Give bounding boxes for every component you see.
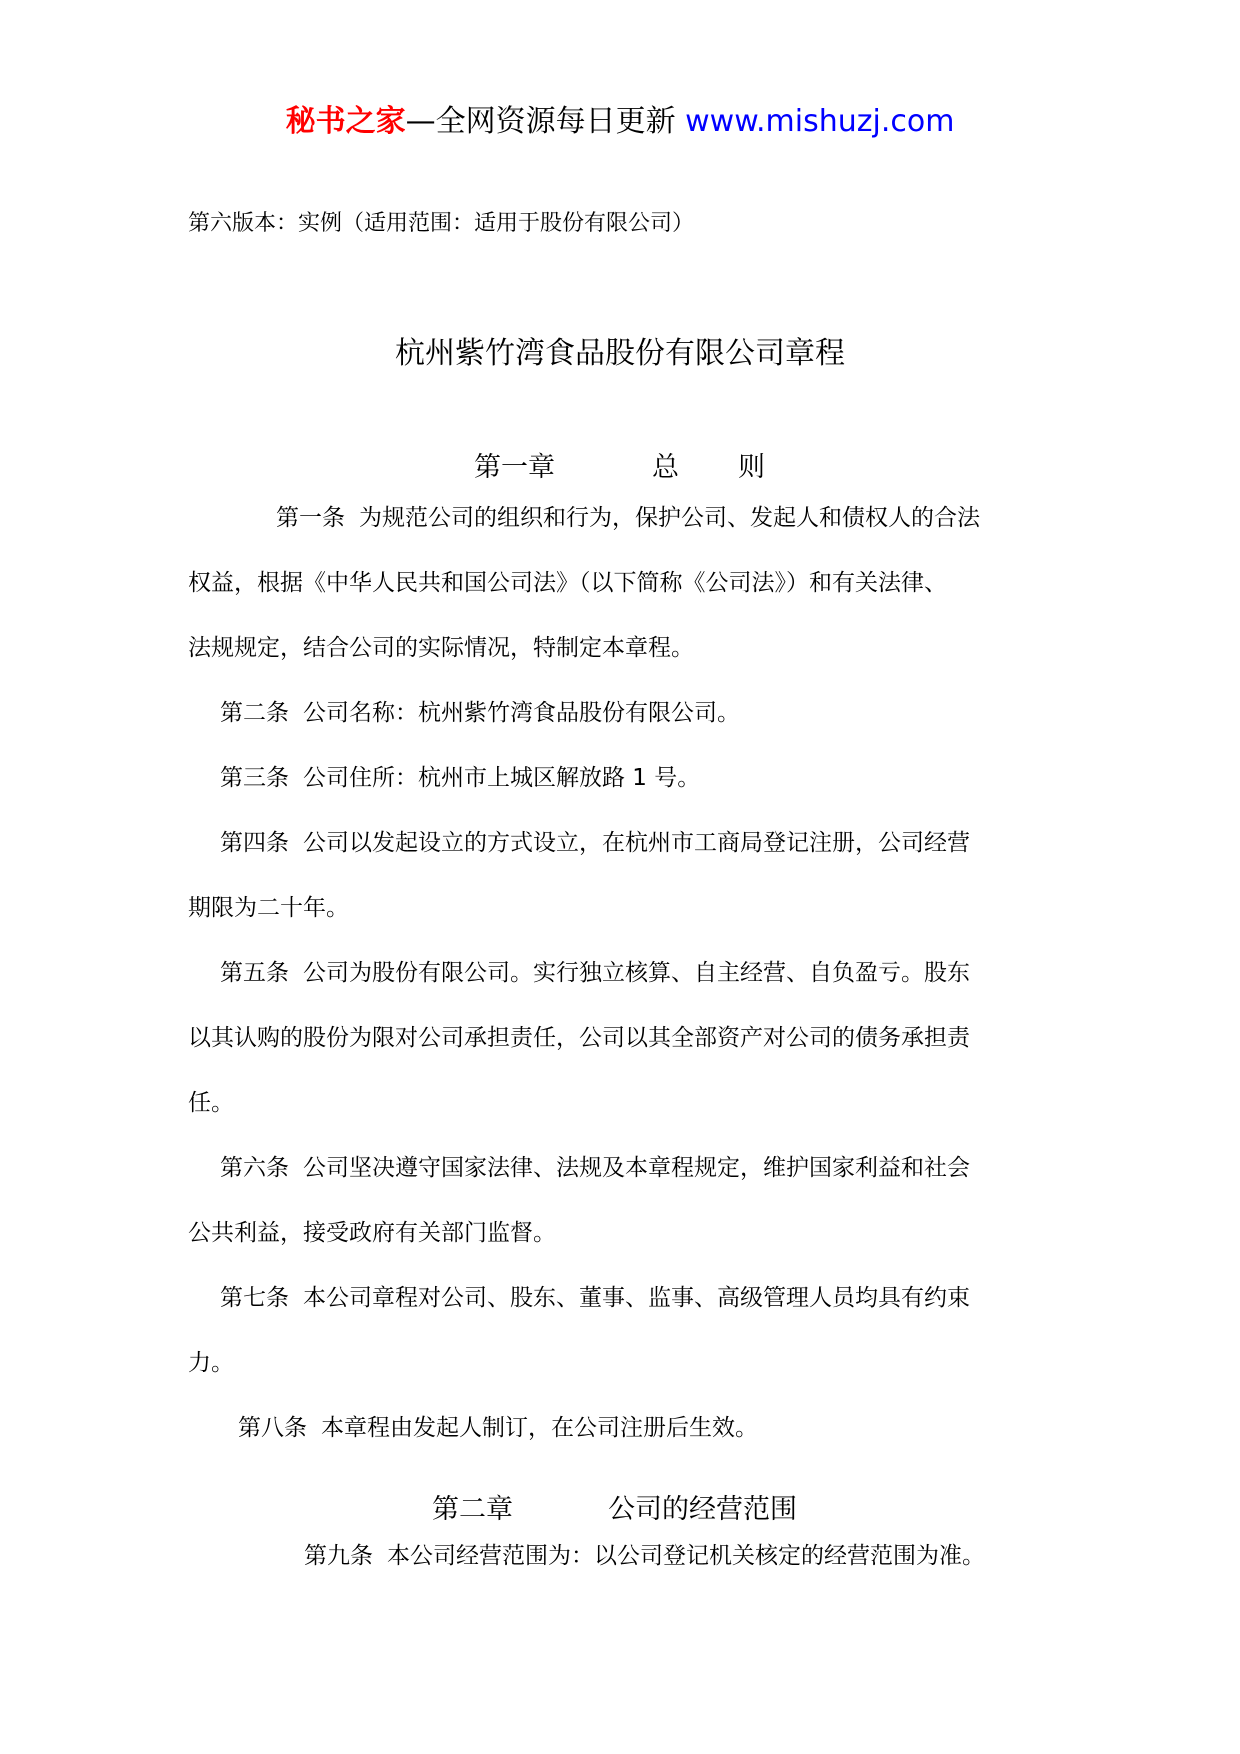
article-5-line1 <box>220 955 970 991</box>
article-2 <box>220 695 740 731</box>
article-3-number: 第三条 <box>220 765 289 791</box>
chapter2-title: 公司的经营范围 <box>608 1494 797 1525</box>
article-6-line1 <box>220 1150 970 1186</box>
chapter2-number: 第二章 <box>432 1494 513 1525</box>
article-8-number: 第八条 <box>238 1415 307 1441</box>
document-title: 杭州紫竹湾食品股份有限公司章程 <box>395 336 845 371</box>
chapter1-title-part1: 总 <box>652 452 679 483</box>
article-1-line3: 法规规定，结合公司的实际情况，特制定本章程。 <box>188 635 694 661</box>
article-3 <box>220 760 700 796</box>
article-7-text: 本公司章程对公司、股东、董事、监事、高级管理人员均具有约束 <box>303 1285 970 1311</box>
article-8 <box>238 1410 758 1446</box>
article-8-text: 本章程由发起人制订，在公司注册后生效。 <box>321 1415 758 1441</box>
article-6-text: 公司坚决遵守国家法律、法规及本章程规定，维护国家利益和社会 <box>303 1155 970 1181</box>
article-1-line2: 权益，根据《中华人民共和国公司法》（以下简称《公司法》）和有关法律、 <box>188 570 947 596</box>
article-4-number: 第四条 <box>220 830 289 856</box>
site-banner <box>0 100 1240 144</box>
article-9-text: 本公司经营范围为：以公司登记机关核定的经营范围为准。 <box>387 1543 985 1569</box>
version-note: 第六版本：实例（适用范围：适用于股份有限公司） <box>188 211 695 236</box>
article-2-number: 第二条 <box>220 700 289 726</box>
article-7-line1 <box>220 1280 970 1316</box>
banner-brand: 秘书之家 <box>285 104 406 139</box>
chapter1-number: 第一章 <box>474 452 555 483</box>
article-9 <box>304 1538 985 1574</box>
article-7-number: 第七条 <box>220 1285 289 1311</box>
article-1-number: 第一条 <box>276 505 345 531</box>
article-9-number: 第九条 <box>304 1543 373 1569</box>
article-4-text: 公司以发起设立的方式设立，在杭州市工商局登记注册，公司经营 <box>303 830 970 856</box>
article-5-line3: 任。 <box>188 1090 234 1116</box>
article-1-text: 为规范公司的组织和行为，保护公司、发起人和债权人的合法 <box>359 505 980 531</box>
banner-slogan: —全网资源每日更新 <box>405 104 676 139</box>
chapter1-title-part2: 则 <box>738 452 765 483</box>
article-5-line2: 以其认购的股份为限对公司承担责任，公司以其全部资产对公司的债务承担责 <box>188 1025 970 1051</box>
article-5-number: 第五条 <box>220 960 289 986</box>
article-1-line1 <box>276 500 980 536</box>
article-4-line2: 期限为二十年。 <box>188 895 349 921</box>
article-3-text: 公司住所：杭州市上城区解放路 1 号。 <box>303 765 701 791</box>
article-6-line2: 公共利益，接受政府有关部门监督。 <box>188 1220 556 1246</box>
article-7-line2: 力。 <box>188 1350 234 1376</box>
chapter1-heading <box>474 448 555 488</box>
article-2-text: 公司名称：杭州紫竹湾食品股份有限公司。 <box>303 700 740 726</box>
article-4-line1 <box>220 825 970 861</box>
article-5-text: 公司为股份有限公司。实行独立核算、自主经营、自负盈亏。股东 <box>303 960 970 986</box>
banner-url-link[interactable]: www.mishuzj.com <box>685 104 955 139</box>
article-6-number: 第六条 <box>220 1155 289 1181</box>
